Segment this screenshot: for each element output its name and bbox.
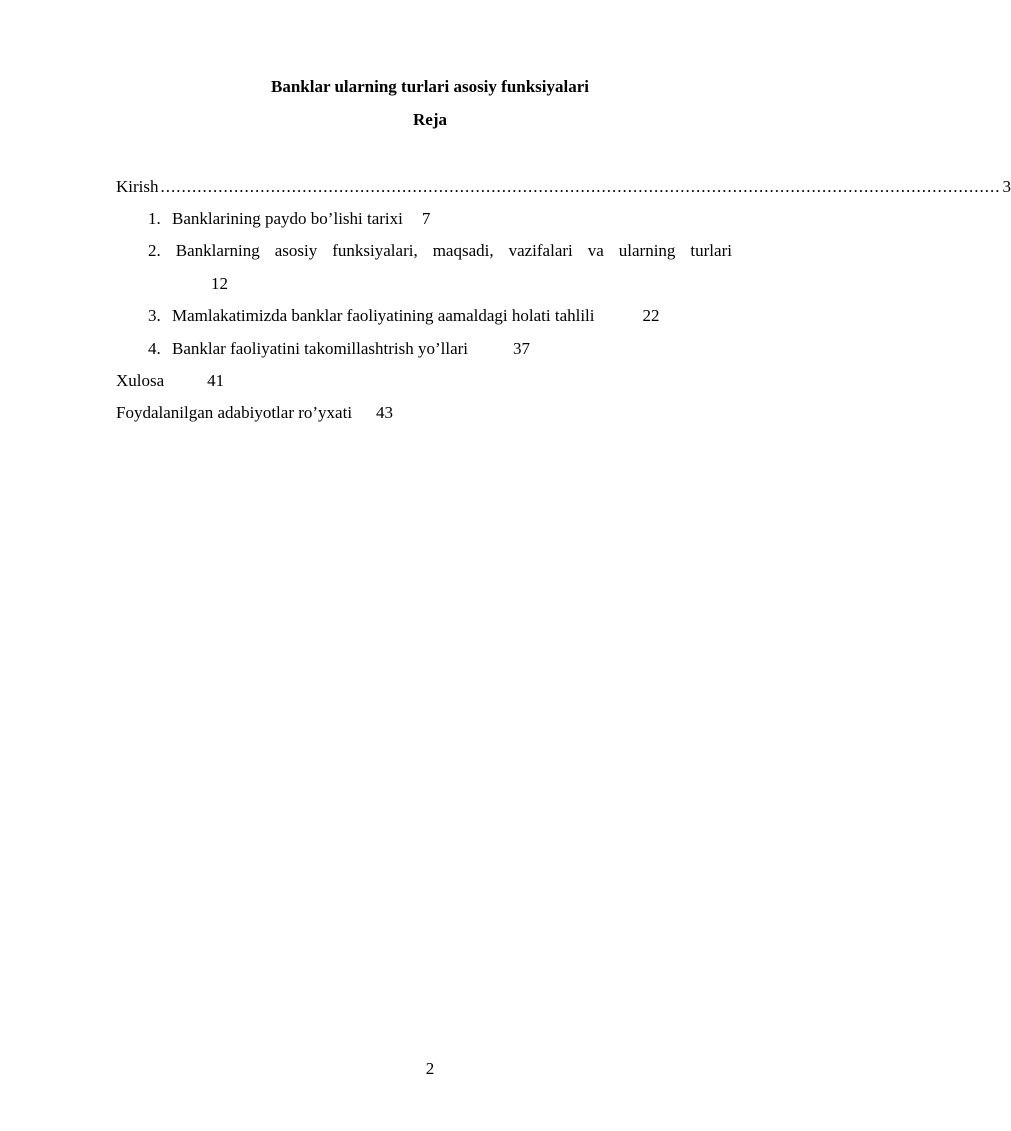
toc-item-1 bbox=[148, 209, 430, 229]
toc-item-3 bbox=[148, 306, 660, 326]
toc-entry-page: 3 bbox=[1002, 177, 1011, 196]
toc-item-word: ularning bbox=[618, 241, 676, 260]
toc-item-word: vazifalari bbox=[508, 241, 573, 260]
toc-item-word: maqsadi, bbox=[432, 241, 494, 260]
toc-item-page: 22 bbox=[642, 306, 660, 325]
toc-entry-kirish bbox=[116, 177, 1011, 197]
toc-item-label: Banklar faoliyatini takomillashtrish yo’llari bbox=[172, 339, 469, 358]
toc-item-page: 7 bbox=[421, 209, 431, 228]
toc-item-number: 1. bbox=[148, 209, 161, 228]
toc-leader-dots: ................................................................................................................................................................ bbox=[160, 177, 1001, 196]
toc-entry-adabiyotlar bbox=[116, 403, 393, 423]
toc-item-word: va bbox=[587, 241, 604, 260]
toc-entry-label: Xulosa bbox=[116, 371, 165, 390]
toc-item-word: turlari bbox=[690, 241, 732, 260]
toc-entry-label: Kirish bbox=[116, 177, 159, 196]
page-number: 2 bbox=[425, 1059, 435, 1078]
toc-entry-label: Foydalanilgan adabiyotlar ro’yxati bbox=[116, 403, 353, 422]
toc-item-word: Banklarning bbox=[175, 241, 260, 260]
toc-item-label: Banklarining paydo bo’lishi tarixi bbox=[172, 209, 403, 228]
toc-item-4 bbox=[148, 339, 530, 359]
toc-item-word: asosiy bbox=[274, 241, 318, 260]
toc-entry-page: 43 bbox=[376, 403, 394, 422]
toc-item-number: 3. bbox=[148, 306, 161, 325]
toc-item-2-page: 12 bbox=[211, 274, 228, 293]
plan-heading: Reja bbox=[413, 110, 447, 129]
toc-item-page: 37 bbox=[513, 339, 531, 358]
toc-item-number: 2. bbox=[148, 241, 161, 260]
document-title: Banklar ularning turlari asosiy funksiyalari bbox=[270, 77, 590, 96]
toc-item-2 bbox=[148, 241, 732, 261]
toc-entry-page: 41 bbox=[207, 371, 225, 390]
toc-item-word: funksiyalari, bbox=[332, 241, 418, 260]
toc-entry-xulosa bbox=[116, 371, 224, 391]
toc-item-number: 4. bbox=[148, 339, 161, 358]
toc-item-label: Mamlakatimizda banklar faoliyatining aamaldagi holati tahlili bbox=[172, 306, 595, 325]
